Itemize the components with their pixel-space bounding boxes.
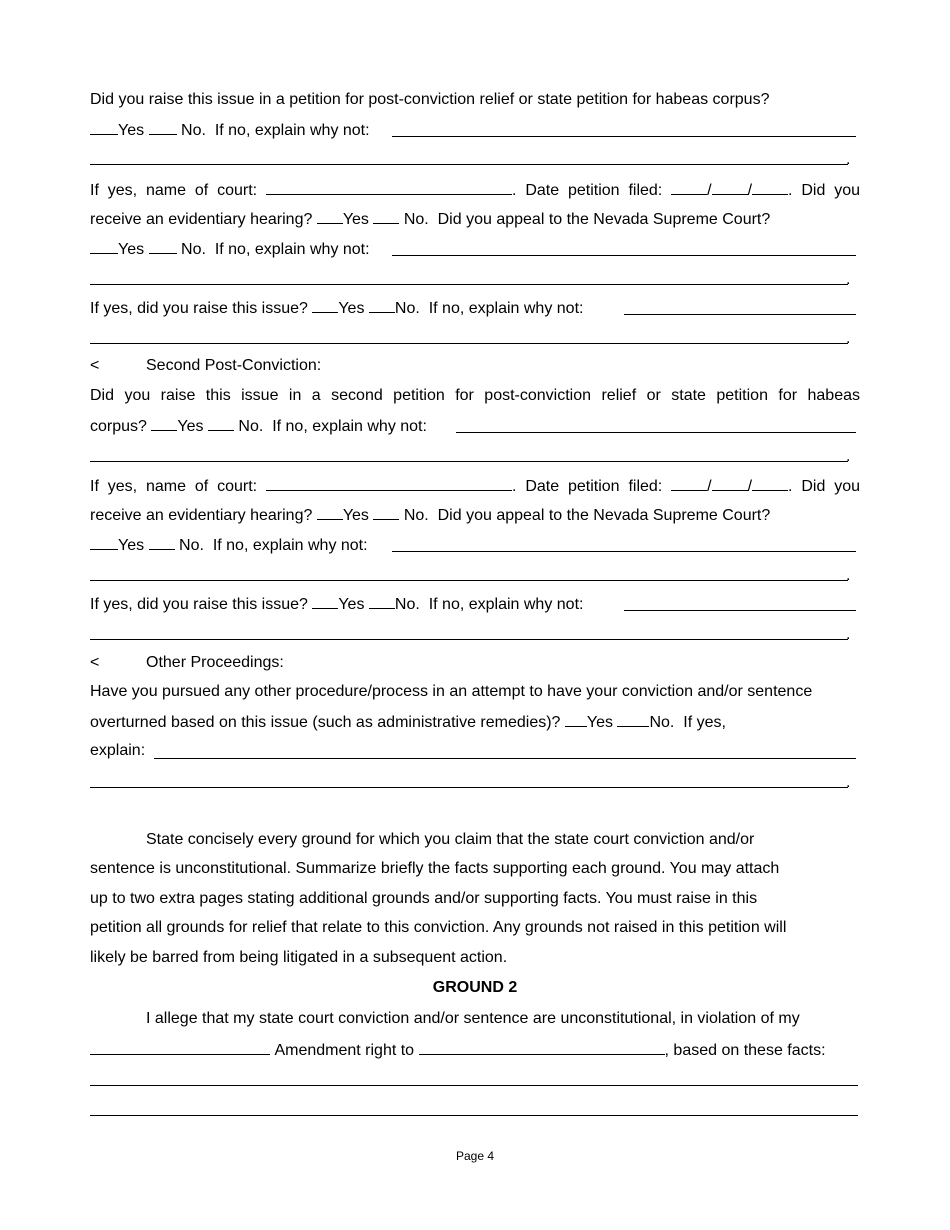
explain-label: If no, explain why not: xyxy=(214,241,370,258)
ground-title: GROUND 2 xyxy=(432,979,518,996)
raise-issue-row xyxy=(90,298,583,316)
other-yes-blank[interactable] xyxy=(565,712,587,727)
period: . xyxy=(846,151,851,168)
second-date-year-field[interactable] xyxy=(752,476,788,491)
raise-yes-blank[interactable] xyxy=(312,298,338,313)
no-label: No. xyxy=(394,596,420,613)
second-explain-field[interactable] xyxy=(456,432,856,433)
explain-label: If no, explain why not: xyxy=(428,596,584,613)
yes-label: Yes xyxy=(342,211,369,228)
second-raise-no-blank[interactable] xyxy=(369,594,395,609)
appeal-yes-no-row xyxy=(90,239,370,257)
raise-explain-field[interactable] xyxy=(624,314,856,315)
second-explain-field-continued[interactable] xyxy=(90,461,848,462)
second-raise-yes-blank[interactable] xyxy=(312,594,338,609)
other-question-text: overturned based on this issue (such as administrative remedies)? xyxy=(90,714,561,731)
appeal-question: Did you appeal to the Nevada Supreme Court? xyxy=(437,507,771,524)
date-day-field[interactable] xyxy=(712,180,748,195)
second-appeal-explain-field[interactable] xyxy=(392,551,856,552)
yes-blank[interactable] xyxy=(90,120,118,135)
appeal-question: Did you appeal to the Nevada Supreme Court? xyxy=(437,211,771,228)
no-label: No. xyxy=(403,211,429,228)
appeal-explain-field-continued[interactable] xyxy=(90,284,848,285)
no-blank[interactable] xyxy=(149,120,177,135)
court-name-field[interactable] xyxy=(266,180,512,195)
period: . xyxy=(846,774,851,791)
no-label: No. xyxy=(403,507,429,524)
second-raise-issue-row xyxy=(90,594,583,612)
second-hearing-no-blank[interactable] xyxy=(373,505,399,520)
based-on-facts-label: , based on these facts: xyxy=(664,1042,826,1059)
no-label: No. xyxy=(238,418,264,435)
other-heading-row xyxy=(90,654,284,672)
explain-label: explain: xyxy=(90,742,146,759)
court-row: If yes, name of court: . Date petition filed: / / . Did you xyxy=(90,182,861,199)
explain-label: If no, explain why not: xyxy=(214,122,370,139)
no-label: No. xyxy=(179,537,204,554)
other-explain-field[interactable] xyxy=(154,758,856,759)
corpus-label: corpus? xyxy=(90,418,147,435)
other-question-line1: Have you pursued any other procedure/process in an attempt to have your conviction and/or sentence xyxy=(90,683,813,700)
yes-label: Yes xyxy=(342,507,369,524)
period: . xyxy=(846,330,851,347)
did-you-label: Did you xyxy=(801,182,861,199)
page-number: Page 4 xyxy=(455,1149,495,1163)
ground-amendment-row xyxy=(90,1040,826,1058)
date-month-field[interactable] xyxy=(671,180,707,195)
if-yes-label: If yes, xyxy=(683,714,726,731)
no-label: No. xyxy=(394,300,420,317)
yes-label: Yes xyxy=(338,596,365,613)
period: . xyxy=(846,626,851,643)
hearing-yes-blank[interactable] xyxy=(317,209,343,224)
no-label: No. xyxy=(649,714,675,731)
right-to-field[interactable] xyxy=(419,1040,665,1055)
bullet-icon: < xyxy=(90,357,100,374)
appeal-explain-field[interactable] xyxy=(392,255,856,256)
yes-label: Yes xyxy=(177,418,204,435)
explain-label: If no, explain why not: xyxy=(272,418,427,435)
second-appeal-yes-no-row xyxy=(90,535,368,553)
instructions-line-1: State concisely every ground for which you claim that the state court conviction and/or xyxy=(146,831,755,848)
yes-label: Yes xyxy=(118,122,145,139)
yes-label: Yes xyxy=(118,537,145,554)
yes-label: Yes xyxy=(338,300,365,317)
raise-explain-field-continued[interactable] xyxy=(90,343,848,344)
no-label: No. xyxy=(181,122,206,139)
appeal-yes-blank[interactable] xyxy=(90,239,118,254)
period: . xyxy=(846,567,851,584)
pcr-question: Did you raise this issue in a petition for post-conviction relief or state petition for habeas corpus? xyxy=(90,91,770,108)
second-raise-explain-field[interactable] xyxy=(624,610,856,611)
second-pcr-heading: Second Post-Conviction: xyxy=(146,357,322,374)
name-of-court-label: If yes, name of court: xyxy=(90,182,258,199)
second-date-day-field[interactable] xyxy=(712,476,748,491)
facts-line-2[interactable] xyxy=(90,1115,858,1116)
second-yes-blank[interactable] xyxy=(151,416,177,431)
second-pcr-yes-no-row xyxy=(90,416,427,434)
bullet-icon: < xyxy=(90,654,100,671)
second-court-row: If yes, name of court: . Date petition filed: / / . Did you xyxy=(90,478,861,495)
second-court-name-field[interactable] xyxy=(266,476,512,491)
second-pcr-heading-row xyxy=(90,357,321,375)
hearing-no-blank[interactable] xyxy=(373,209,399,224)
second-appeal-explain-field-continued[interactable] xyxy=(90,580,848,581)
yes-label: Yes xyxy=(586,714,614,731)
second-no-blank[interactable] xyxy=(208,416,234,431)
evidentiary-label: receive an evidentiary hearing? xyxy=(90,211,313,228)
instructions-line-5: likely be barred from being litigated in a subsequent action. xyxy=(90,949,508,966)
other-proceedings-heading: Other Proceedings: xyxy=(146,654,284,671)
other-explain-field-continued[interactable] xyxy=(90,787,848,788)
explain-field[interactable] xyxy=(392,136,856,137)
evidentiary-label: receive an evidentiary hearing? xyxy=(90,507,313,524)
other-no-blank[interactable] xyxy=(617,712,649,727)
amendment-label: Amendment right to xyxy=(274,1042,415,1059)
second-raise-explain-field-continued[interactable] xyxy=(90,639,848,640)
period: . xyxy=(846,448,851,465)
instructions-line-2: sentence is unconstitutional. Summarize briefly the facts supporting each ground. You may attach xyxy=(90,860,780,877)
ground-allege-line: I allege that my state court conviction and/or sentence are unconstitutional, in violation of my xyxy=(146,1010,800,1027)
period: . xyxy=(846,271,851,288)
second-appeal-no-blank[interactable] xyxy=(149,535,175,550)
second-evidentiary-row xyxy=(90,505,770,523)
did-you-label: Did you xyxy=(801,478,861,495)
second-pcr-question: Did you raise this issue in a second petition for post-conviction relief or state petition for habeas xyxy=(90,387,860,404)
date-year-field[interactable] xyxy=(752,180,788,195)
evidentiary-row xyxy=(90,209,770,227)
instructions-line-4: petition all grounds for relief that relate to this conviction. Any grounds not raised in this petition will xyxy=(90,919,787,936)
second-hearing-yes-blank[interactable] xyxy=(317,505,343,520)
date-filed-label: Date petition filed: xyxy=(525,478,663,495)
explain-label: If no, explain why not: xyxy=(212,537,368,554)
yes-label: Yes xyxy=(118,241,145,258)
second-date-month-field[interactable] xyxy=(671,476,707,491)
appeal-no-blank[interactable] xyxy=(149,239,177,254)
explain-label: If no, explain why not: xyxy=(428,300,584,317)
raise-issue-label: If yes, did you raise this issue? xyxy=(90,596,308,613)
date-filed-label: Date petition filed: xyxy=(525,182,663,199)
explain-field-continued[interactable] xyxy=(90,164,848,165)
no-label: No. xyxy=(181,241,206,258)
amendment-field[interactable] xyxy=(90,1040,270,1055)
raise-no-blank[interactable] xyxy=(369,298,395,313)
other-question-line2 xyxy=(90,712,726,730)
pcr-yes-no-row xyxy=(90,120,370,138)
raise-issue-label: If yes, did you raise this issue? xyxy=(90,300,308,317)
facts-line-1[interactable] xyxy=(90,1085,858,1086)
instructions-line-3: up to two extra pages stating additional grounds and/or supporting facts. You must raise in this xyxy=(90,890,758,907)
name-of-court-label: If yes, name of court: xyxy=(90,478,258,495)
other-explain-row xyxy=(90,742,145,760)
second-appeal-yes-blank[interactable] xyxy=(90,535,118,550)
